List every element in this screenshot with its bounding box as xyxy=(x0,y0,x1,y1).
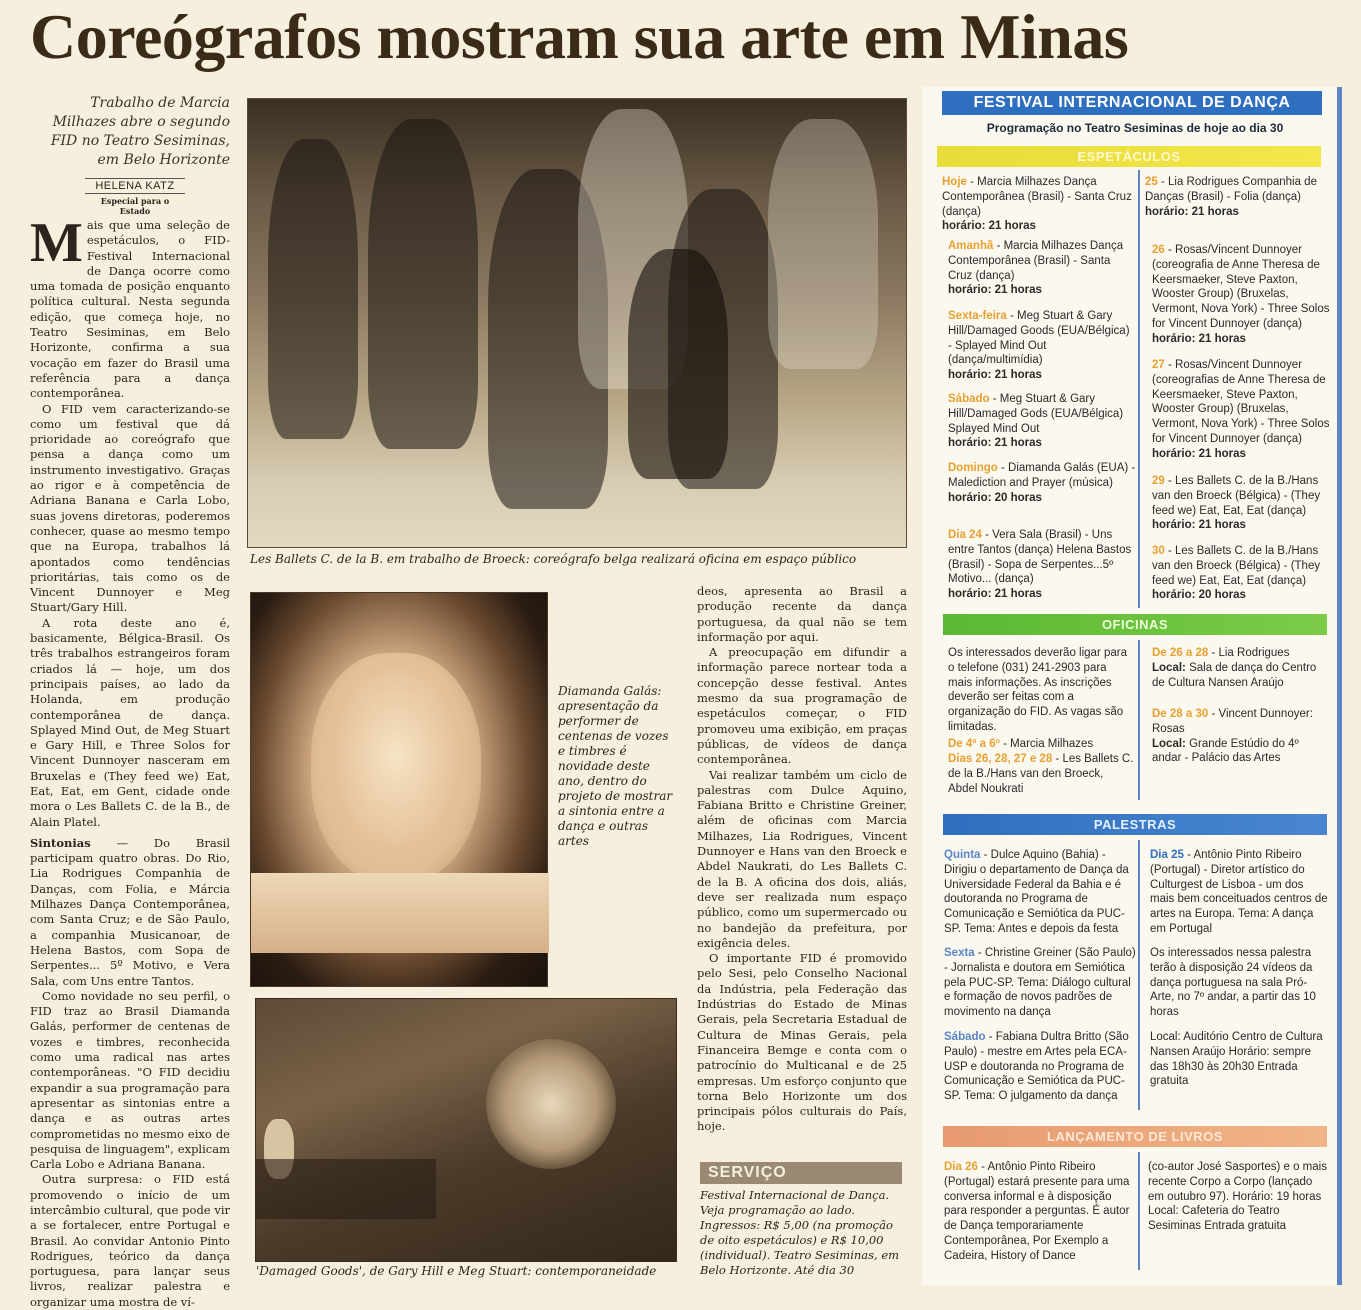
oficinas-info: Os interessados deverão ligar para o telefone (031) 241-2903 para mais informações. As inscrições deverão ser feitas com a organização do FID. As vagas são limitadas. xyxy=(948,647,1127,733)
event-entry: Sábado - Meg Stuart & Gary Hill/Damaged Gods (EUA/Bélgica) Splayed Mind Out horário: 21 horas xyxy=(948,393,1124,450)
servico-heading: SERVIÇO xyxy=(700,1162,902,1184)
article-column-2 xyxy=(697,584,907,1152)
photo-dancers xyxy=(247,98,907,548)
event-entry: Amanhã - Marcia Milhazes Dança Contemporânea (Brasil) - Santa Cruz (dança) horário: 21 horas xyxy=(948,240,1124,297)
lecture-entry: Sexta - Christine Greiner (São Paulo) - Jornalista e doutora em Semiótica pela PUC-SP. Tema: Diálogo cultural e formação de novos padrões de movimento na dança xyxy=(944,947,1136,1019)
photo-diamanda-galas xyxy=(250,592,548,987)
event-entry: 25 - Lia Rodrigues Companhia de Danças (Brasil) - Folia (dança) horário: 21 horas xyxy=(1145,176,1317,218)
paragraph: A preocupação em difundir a informação parece nortear toda a concepção desse festival. Antes mesmo da sua programação de espetáculos começar, o FID promoveu uma exibição, em praças públicas, de vídeos de dança contemporânea. xyxy=(697,645,907,767)
book-launch-info: (co-autor José Sasportes) e o mais recente Corpo a Corpo (lançado em outubro 97). Horário: 19 horas Local: Cafeteria do Teatro Sesiminas Entrada gratuita xyxy=(1148,1161,1327,1233)
lecture-entry: Dia 25 - Antônio Pinto Ribeiro (Portugal) - Diretor artístico do Culturgest de Lisboa - um dos mais bem conceituados centros de artes na Europa. Tema: A dança em Portugal xyxy=(1150,849,1328,935)
photo-damaged-goods xyxy=(255,998,677,1262)
workshop-entry: De 4º a 6º - Marcia Milhazes xyxy=(948,738,1094,750)
paragraph: Vai realizar também um ciclo de palestras com Dulce Aquino, Fabiana Britto e Christine Greiner, além de oficinas com Marcia Milhazes, Lia Rodrigues, Vincent Dunnoyer e Hans van den Broeck e Abdel Naukrati, do Les Ballets C. de la B. A oficina dos dois, aliás, deve ser realizada num espaço público, como um supermercado ou no bandejão da prefeitura, por exigência deles. xyxy=(697,767,907,950)
section-livros: LANÇAMENTO DE LIVROS xyxy=(943,1126,1327,1147)
event-entry: 30 - Les Ballets C. de la B./Hans van den Broeck (Bélgica) - (They feed we) Eat, Eat, Eat (dança) horário: 20 horas xyxy=(1152,545,1321,602)
section-palestras: PALESTRAS xyxy=(943,814,1327,835)
event-entry: Sexta-feira - Meg Stuart & Gary Hill/Damaged Goods (EUA/Bélgica) - Splayed Mind Out (dança/multimídia) horário: 21 horas xyxy=(948,310,1130,382)
book-launch-entry: Dia 26 - Antônio Pinto Ribeiro (Portugal) estará presente para uma conversa informal e à disposição para responder a perguntas. É autor de Dança temporariamente Contemporânea, Por Exemplo a Cadeira, History of Dance xyxy=(944,1161,1130,1262)
section-oficinas: OFICINAS xyxy=(943,614,1327,635)
paragraph: O FID vem caracterizando-se como um festival que dá prioridade ao coreógrafo que pensa a dança como um instrumento investigativo. Graças ao rigor e à competência de Adriana Banana e Carla Lobo, suas jovens diretoras, poderemos conhecer, quase ao mesmo tempo que na Europa, trabalhos lá apontados como tendências prioritárias, tais como os de Vincent Dunnoyer e Meg Stuart/Gary Hill. xyxy=(30,401,230,615)
workshop-entry: De 28 a 30 - Vincent Dunnoyer: Rosas Local: Grande Estúdio do 4º andar - Palácio das Artes xyxy=(1152,708,1313,765)
paragraph: Outra surpresa: o FID está promovendo o início de um intercâmbio cultural, que pode vir a se fortalecer, entre Portugal e Brasil. Ao convidar Antonio Pinto Rodrigues, teórico da dança portuguesa, para lançar seus livros, realizar palestra e organizar uma mostra de ví- xyxy=(30,1172,230,1309)
workshop-entry: De 26 a 28 - Lia Rodrigues Local: Sala de dança do Centro de Cultura Nansen Araújo xyxy=(1152,647,1317,689)
byline: HELENA KATZ xyxy=(85,178,185,194)
lecture-entry: Quinta - Dulce Aquino (Bahia) - Dirigiu o departamento de Dança da Universidade Federal da Bahia e é doutoranda no Programa de Comunicação e Semiótica da PUC-SP. Tema: Antes e depois da festa xyxy=(944,849,1129,935)
deck-subtitle: Trabalho de Marcia Milhazes abre o segundo FID no Teatro Sesiminas, em Belo Horizonte xyxy=(50,95,230,168)
photo-caption: Les Ballets C. de la B. em trabalho de Broeck: coreógrafo belga realizará oficina em espaço público xyxy=(250,552,857,566)
byline-credit: Especial para o Estado xyxy=(100,196,170,216)
section-heading: Sintonias xyxy=(30,835,91,850)
paragraph: O importante FID é promovido pelo Sesi, pelo Conselho Nacional da Indústria, pela Federação das Indústrias do Estado de Minas Gerais, pela Secretaria Estadual de Cultura de Minas Gerais, pela Financeira Bemge e conta com o patrocínio do Multicanal e de 25 empresas. Um esforço conjunto que torna Belo Horizonte um dos principais pólos culturais do País, hoje. xyxy=(697,951,907,1134)
lecture-entry: Sábado - Fabiana Dultra Britto (São Paulo) - mestre em Artes pela ECA-USP e doutoranda no Programa de Comunicação e Semiótica da PUC-SP. Tema: O julgamento da dança xyxy=(944,1031,1129,1103)
paragraph: deos, apresenta ao Brasil a produção recente da dança portuguesa, da qual não se tem informação por aqui. xyxy=(697,584,907,644)
paragraph: A rota deste ano é, basicamente, Bélgica-Brasil. Os três trabalhos estrangeiros foram criados lá — hoje, um dos principais países, ao lado da Holanda, em produção contemporânea de dança. Splayed Mind Out, de Meg Stuart e Gary Hill, e Three Solos for Vincent Dunnoyer nasceram em Bruxelas e (They feed we) Eat, Eat, Eat, em Gent, cidade onde mora o Les Ballets C. de la B., de Alain Platel. xyxy=(30,615,230,829)
paragraph: ais que uma seleção de espetáculos, o FID-Festival Internacional de Dança ocorre como uma tomada de posição enquanto política cultural. Nesta segunda edição, que começa hoje, no Teatro Sesiminas, em Belo Horizonte, confirma a sua vocação em fazer do Brasil uma referência para a dança contemporânea. xyxy=(30,218,230,401)
lecture-info: Local: Auditório Centro de Cultura Nansen Araújo Horário: sempre das 18h30 às 20h30 Entrada gratuita xyxy=(1150,1031,1323,1088)
event-entry: 27 - Rosas/Vincent Dunnoyer (coreografias de Anne Theresa de Keersmaeker, Steve Paxton, Wooster Group) (Bruxelas, Vermont, Nova York) - Three Solos for Vincent Dunnoyer (dança) horário: 21 horas xyxy=(1152,359,1330,460)
dropcap: M xyxy=(30,212,83,274)
headline: Coreógrafos mostram sua arte em Minas xyxy=(30,1,1129,72)
event-entry: 26 - Rosas/Vincent Dunnoyer (coreografia de Anne Theresa de Keersmaeker, Steve Paxton, Wooster Group) (Bruxelas, Vermont, Nova York) - Three Solos for Vincent Dunnoyer (dança) horário: 21 horas xyxy=(1152,244,1330,345)
paragraph: — Do Brasil participam quatro obras. Do Rio, Lia Rodrigues Companhia de Danças, com Folia, e Márcia Milhazes Dança Contemporânea, com Santa Cruz; e de São Paulo, a companhia Musicanoar, de Helena Bastos, com Sopa de Serpentes... 5º Motivo, e Vera Sala, com Uns entre Tantos. xyxy=(30,835,230,988)
event-entry: Dia 24 - Vera Sala (Brasil) - Uns entre Tantos (dança) Helena Bastos (Brasil) - Sopa de Serpentes...5º Motivo... (dança) horário: 21 horas xyxy=(948,529,1132,601)
lecture-info: Os interessados nessa palestra terão à disposição 24 vídeos da dança portuguesa na sala Pró-Arte, no 7º andar, a partir das 10 horas xyxy=(1150,947,1316,1019)
section-espetaculos: ESPETÁCULOS xyxy=(937,146,1321,167)
box-title: FESTIVAL INTERNACIONAL DE DANÇA xyxy=(942,91,1322,115)
photo-caption: Diamanda Galás: apresentação da performer de centenas de vozes e timbres é novidade deste ano, dentro do projeto de mostrar a sintonia entre a dança e outras artes xyxy=(558,684,673,848)
event-entry: 29 - Les Ballets C. de la B./Hans van den Broeck (Bélgica) - (They feed we) Eat, Eat, Eat (dança) horário: 21 horas xyxy=(1152,475,1321,532)
event-entry: Hoje - Marcia Milhazes Dança Contemporânea (Brasil) - Santa Cruz (dança) horário: 21 horas xyxy=(942,176,1132,233)
article-column-1 xyxy=(30,212,230,1309)
photo-caption: 'Damaged Goods', de Gary Hill e Meg Stuart: contemporaneidade xyxy=(256,1264,657,1278)
paragraph: Como novidade no seu perfil, o FID traz ao Brasil Diamanda Galás, performer de centenas de vozes e timbres, reconhecida como uma radical nas artes contemporâneas. "O FID decidiu expandir a sua programação para apresentar as sintonias entre a dança e as outras artes comprometidas no mesmo eixo de pesquisa de linguagem", explicam Carla Lobo e Adriana Banana. xyxy=(30,988,230,1172)
event-entry: Domingo - Diamanda Galás (EUA) - Malediction and Prayer (música) horário: 20 horas xyxy=(948,462,1136,504)
workshop-entry: Dias 26, 28, 27 e 28 - Les Ballets C. de la B./Hans van den Broeck, Abdel Noukrati xyxy=(948,753,1134,795)
box-subtitle: Programação no Teatro Sesiminas de hoje ao dia 30 xyxy=(986,121,1284,135)
servico-text: Festival Internacional de Dança. Veja programação ao lado. Ingressos: R$ 5,00 (na promoção de oito espetáculos) e R$ 10,00 (individual). Teatro Sesiminas, em Belo Horizonte. Até dia 30 xyxy=(700,1188,900,1277)
